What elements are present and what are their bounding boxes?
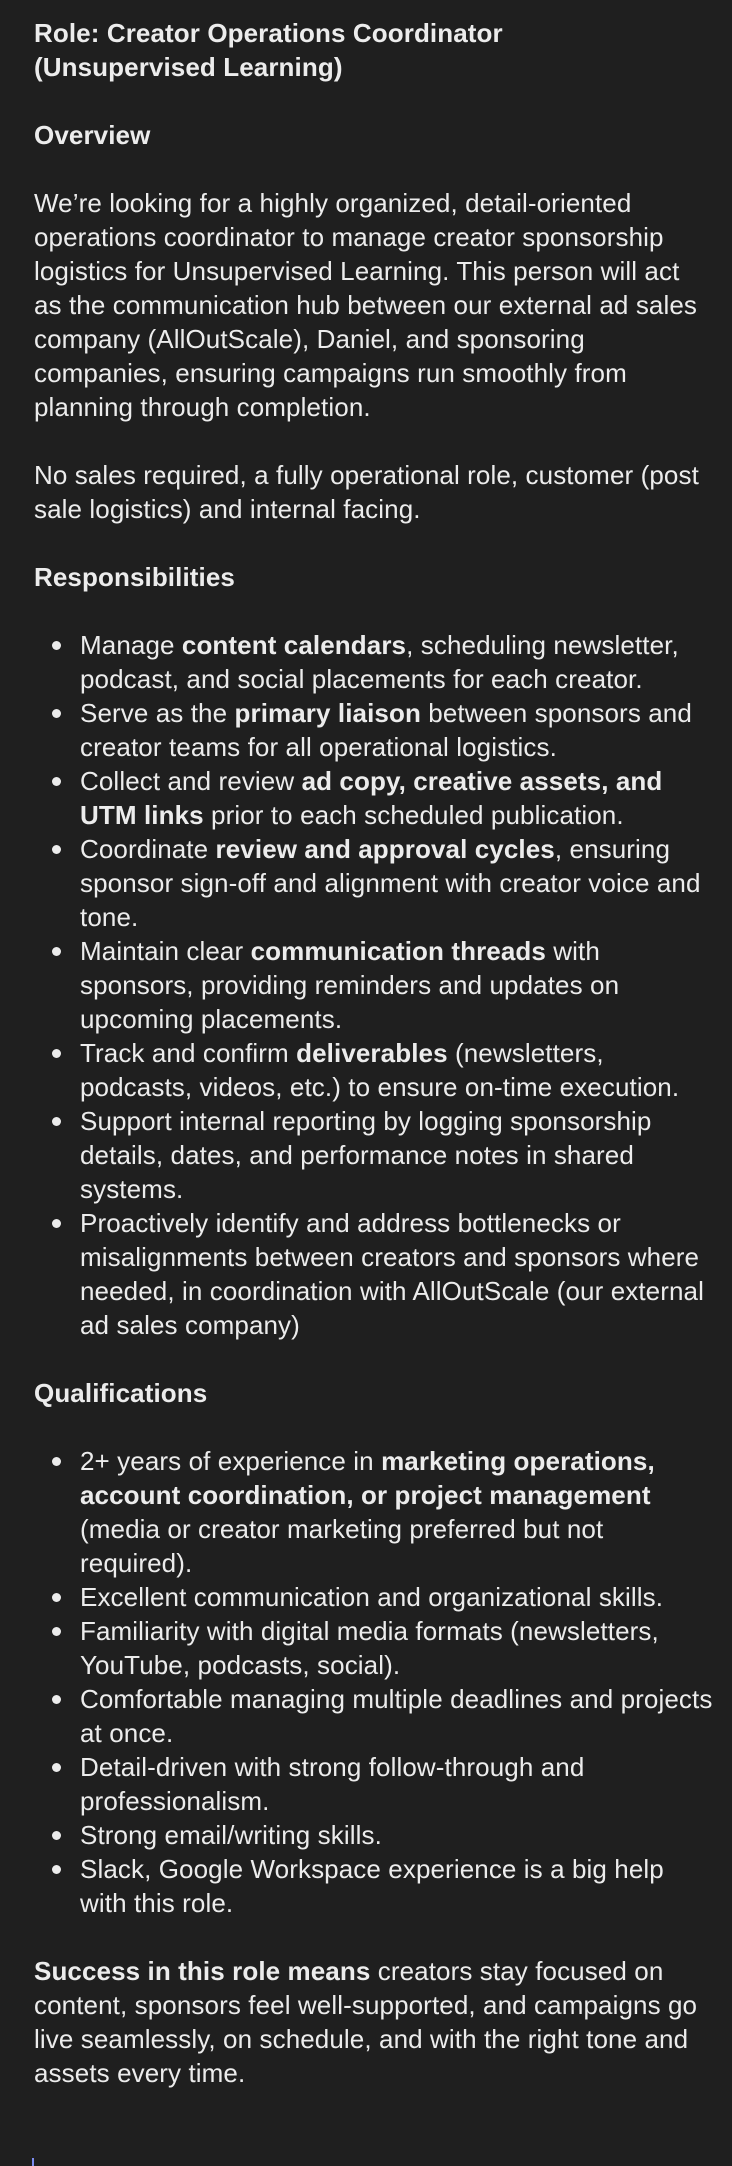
success-lead: Success in this role means [34, 1956, 371, 1986]
overview-heading: Overview [34, 120, 151, 150]
qualifications-list [34, 1444, 714, 1920]
overview-note-paragraph: No sales required, a fully operational role, customer (post sale logistics) and internal facing. [34, 460, 699, 524]
list-item: Strong email/writing skills. [34, 1818, 714, 1852]
list-item: 2+ years of experience in marketing operations, account coordination, or project management (media or creator marketing preferred but not required). [34, 1444, 714, 1580]
responsibilities-list [34, 628, 714, 1342]
qualifications-heading: Qualifications [34, 1378, 208, 1408]
list-item: Familiarity with digital media formats (newsletters, YouTube, podcasts, social). [34, 1614, 714, 1682]
list-item: Collect and review ad copy, creative assets, and UTM links prior to each scheduled publication. [34, 764, 714, 832]
list-item: Detail-driven with strong follow-through and professionalism. [34, 1750, 714, 1818]
list-item: Track and confirm deliverables (newsletters, podcasts, videos, etc.) to ensure on-time execution. [34, 1036, 714, 1104]
document-body[interactable] [34, 16, 714, 2090]
page-title-line-2: (Unsupervised Learning) [34, 52, 343, 82]
page-title-line-1: Role: Creator Operations Coordinator [34, 18, 503, 48]
list-item: Serve as the primary liaison between sponsors and creator teams for all operational logistics. [34, 696, 714, 764]
list-item: Manage content calendars, scheduling newsletter, podcast, and social placements for each creator. [34, 628, 714, 696]
list-item: Comfortable managing multiple deadlines and projects at once. [34, 1682, 714, 1750]
list-item: Proactively identify and address bottlenecks or misalignments between creators and sponsors where needed, in coordination with AllOutScale (our external ad sales company) [34, 1206, 714, 1342]
text-cursor [32, 2158, 34, 2166]
list-item: Support internal reporting by logging sponsorship details, dates, and performance notes in shared systems. [34, 1104, 714, 1206]
list-item: Slack, Google Workspace experience is a big help with this role. [34, 1852, 714, 1920]
overview-paragraph: We’re looking for a highly organized, detail-oriented operations coordinator to manage creator sponsorship logistics for Unsupervised Learning. This person will act as the communication hub between our external ad sales company (AllOutScale), Daniel, and sponsoring companies, ensuring campaigns run smoothly from planning through completion. [34, 188, 698, 422]
list-item: Maintain clear communication threads with sponsors, providing reminders and updates on upcoming placements. [34, 934, 714, 1036]
responsibilities-heading: Responsibilities [34, 562, 235, 592]
list-item: Excellent communication and organizational skills. [34, 1580, 714, 1614]
page-title [34, 16, 714, 84]
success-text: creators stay focused on content, sponsors feel well-supported, and campaigns go live seamlessly, on schedule, and with the right tone and assets every time. [34, 1956, 698, 2088]
list-item: Coordinate review and approval cycles, ensuring sponsor sign-off and alignment with creator voice and tone. [34, 832, 714, 934]
success-paragraph [34, 1954, 714, 2090]
